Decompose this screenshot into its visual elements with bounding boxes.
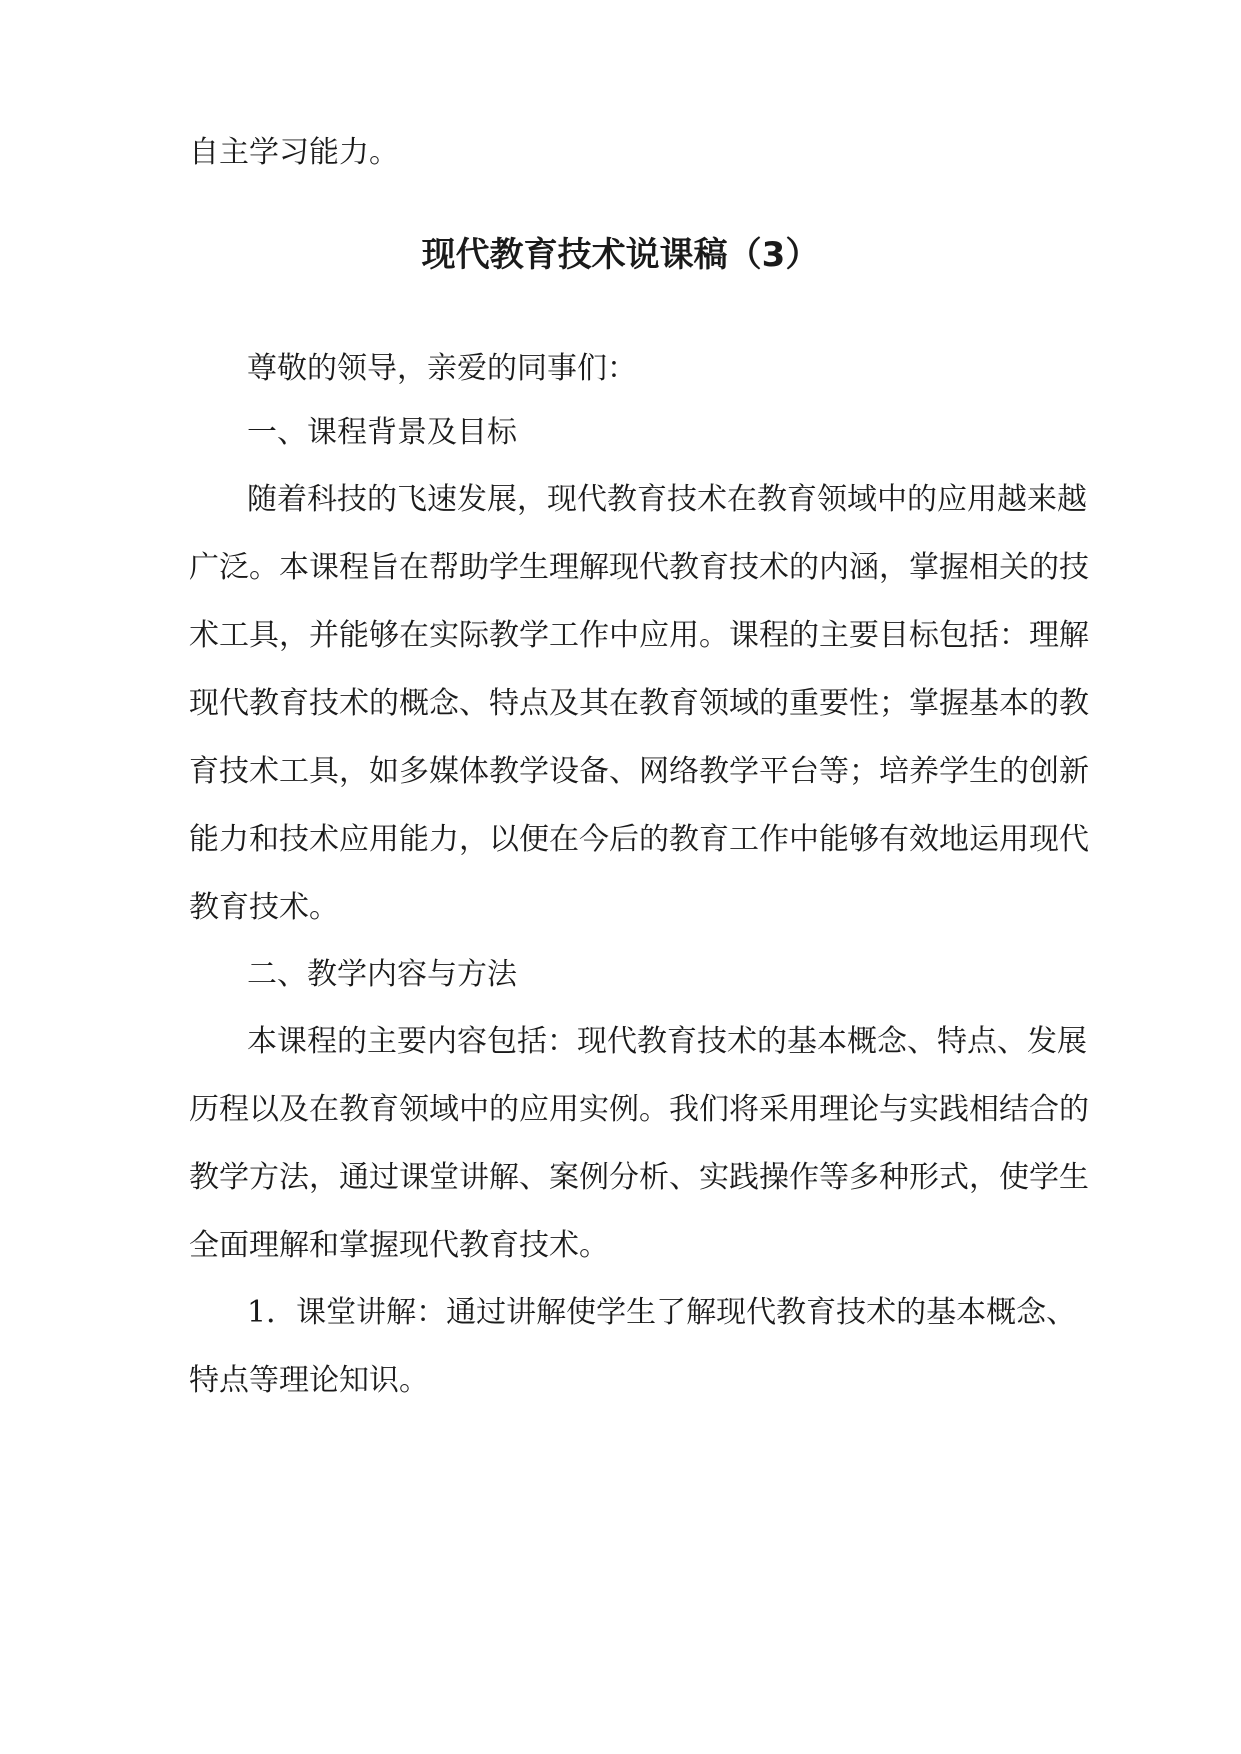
list-item-line: 1．课堂讲解：通过讲解使学生了解现代教育技术的基本概念、: [247, 1295, 1077, 1330]
carryover-line: 自主学习能力。: [189, 135, 399, 170]
list-item-line: 特点等理论知识。: [189, 1363, 429, 1398]
paragraph-line: 历程以及在教育领域中的应用实例。我们将采用理论与实践相结合的: [189, 1092, 1089, 1127]
section-heading-1: 一、课程背景及目标: [247, 415, 517, 450]
document-title: 现代教育技术说课稿（3）: [421, 235, 820, 275]
paragraph-line: 教学方法，通过课堂讲解、案例分析、实践操作等多种形式，使学生: [189, 1160, 1089, 1195]
paragraph-line: 本课程的主要内容包括：现代教育技术的基本概念、特点、发展: [247, 1024, 1087, 1059]
paragraph-line: 全面理解和掌握现代教育技术。: [189, 1228, 609, 1263]
paragraph-line: 随着科技的飞速发展，现代教育技术在教育领域中的应用越来越: [247, 482, 1087, 517]
salutation: 尊敬的领导，亲爱的同事们：: [247, 351, 637, 386]
paragraph-line: 广泛。本课程旨在帮助学生理解现代教育技术的内涵，掌握相关的技: [189, 550, 1089, 585]
paragraph-line: 术工具，并能够在实际教学工作中应用。课程的主要目标包括：理解: [189, 618, 1089, 653]
paragraph-line: 现代教育技术的概念、特点及其在教育领域的重要性；掌握基本的教: [189, 686, 1089, 721]
paragraph-line: 能力和技术应用能力，以便在今后的教育工作中能够有效地运用现代: [189, 822, 1089, 857]
paragraph-line: 育技术工具，如多媒体教学设备、网络教学平台等；培养学生的创新: [189, 754, 1089, 789]
paragraph-line: 教育技术。: [189, 890, 339, 925]
section-heading-2: 二、教学内容与方法: [247, 957, 517, 992]
